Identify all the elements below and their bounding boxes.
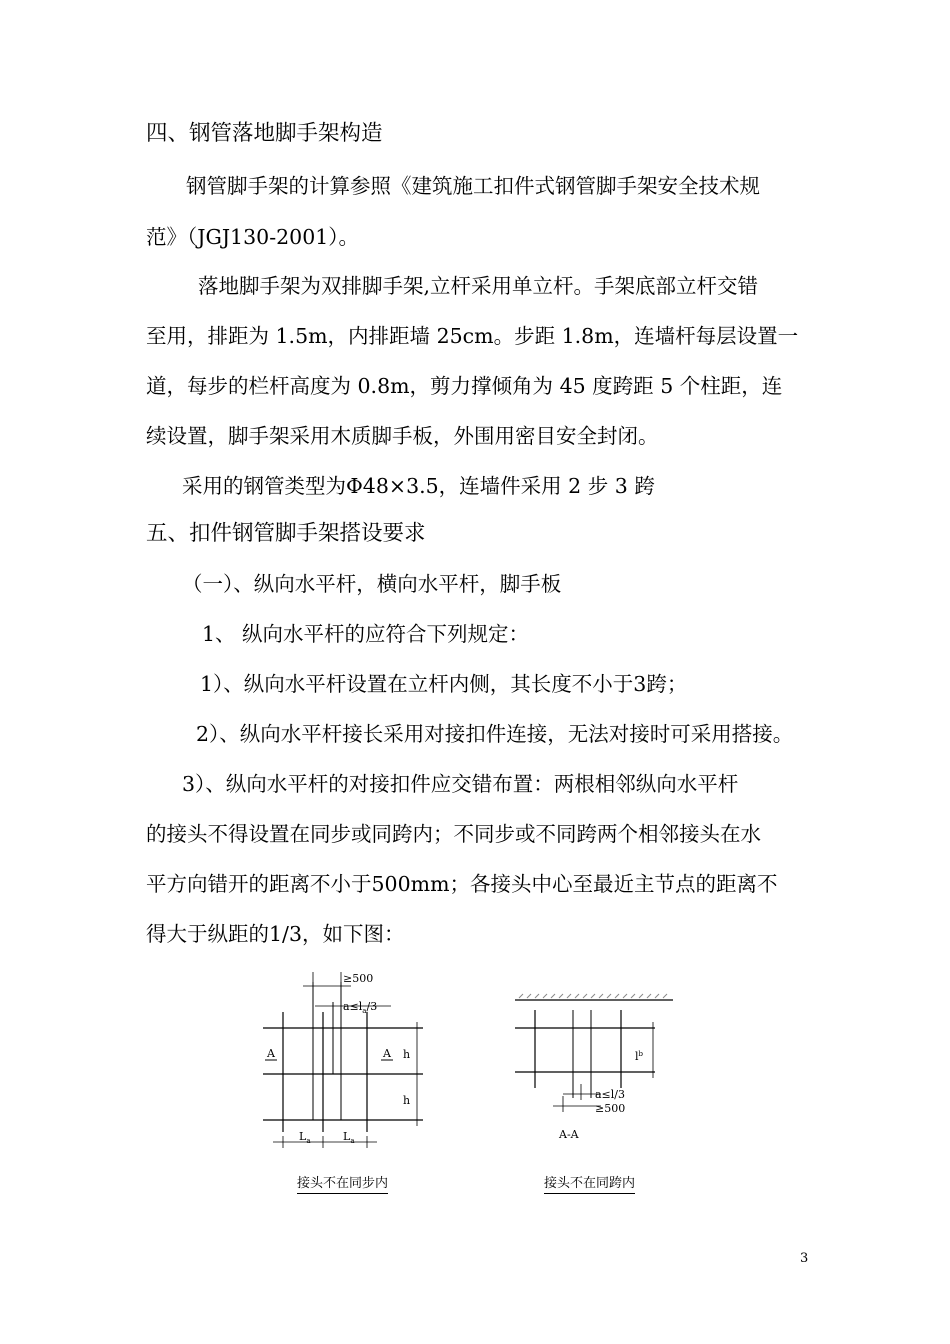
svg-text:La: $L_a$ bbox=[299, 1130, 311, 1145]
rule-line: 得大于纵距的1/3，如下图： bbox=[146, 922, 405, 946]
dim-la-2: L bbox=[343, 1130, 351, 1143]
dim-la-1: L bbox=[299, 1130, 307, 1143]
dim-ge500: ≥500 bbox=[343, 972, 374, 985]
paragraph-line: 至用，排距为 1.5m，内排距墙 25cm。步距 1.8m，连墙杆每层设置一 bbox=[146, 324, 799, 348]
heading-section-5: 五、扣件钢管脚手架搭设要求 bbox=[146, 521, 426, 546]
dim-h-upper: h bbox=[403, 1048, 411, 1061]
sub-heading: （一）、纵向水平杆，横向水平杆，脚手板 bbox=[182, 572, 562, 596]
dim-ge500: ≥500 bbox=[595, 1102, 626, 1115]
paragraph-line: 道，每步的栏杆高度为 0.8m，剪力撑倾角为 45 度跨距 5 个柱距，连 bbox=[146, 374, 783, 398]
rule-line: 2）、纵向水平杆接长采用对接扣件连接，无法对接时可采用搭接。 bbox=[196, 722, 794, 746]
svg-text:La: $L_a$ bbox=[343, 1130, 355, 1145]
figure-caption-1: 接头不在同步内 bbox=[297, 1176, 388, 1194]
svg-text:lb: $l^b$ bbox=[635, 1050, 644, 1063]
rule-line: 3）、纵向水平杆的对接扣件应交错布置：两根相邻纵向水平杆 bbox=[182, 772, 739, 796]
figure-joints-not-same-span bbox=[505, 988, 680, 1148]
section-label-aa: A-A bbox=[559, 1128, 579, 1141]
heading-section-4: 四、钢管落地脚手架构造 bbox=[146, 121, 383, 146]
section-mark-a-left: A bbox=[267, 1047, 275, 1060]
section-mark-a-right: A bbox=[383, 1047, 391, 1060]
paragraph-line: 采用的钢管类型为Φ48×3.5，连墙件采用 2 步 3 跨 bbox=[182, 474, 655, 498]
page-number: 3 bbox=[800, 1251, 809, 1266]
figure-joints-not-same-step bbox=[255, 962, 435, 1162]
dim-h-lower: h bbox=[403, 1094, 411, 1107]
dim-a-le: a≤l bbox=[343, 1000, 363, 1013]
paragraph-line: 落地脚手架为双排脚手架,立杆采用单立杆。手架底部立杆交错 bbox=[198, 274, 759, 298]
paragraph-line: 范》（JGJ130-2001）。 bbox=[146, 225, 360, 249]
rule-line: 平方向错开的距离不小于500mm；各接头中心至最近主节点的距离不 bbox=[146, 872, 778, 896]
paragraph-line: 钢管脚手架的计算参照《建筑施工扣件式钢管脚手架安全技术规 bbox=[186, 174, 760, 198]
paragraph-line: 续设置，脚手架采用木质脚手板，外围用密目安全封闭。 bbox=[146, 424, 659, 448]
dim-lb: l bbox=[635, 1050, 639, 1063]
figure-caption-2: 接头不在同跨内 bbox=[544, 1176, 635, 1194]
svg-text:a≤la/3: $a\le l_a/3$ bbox=[343, 1000, 378, 1015]
list-item: 1、 纵向水平杆的应符合下列规定： bbox=[202, 622, 530, 646]
rule-line: 的接头不得设置在同步或同跨内；不同步或不同跨两个相邻接头在水 bbox=[146, 822, 761, 846]
dim-a-le-third: a≤l/3 bbox=[595, 1088, 625, 1101]
rule-line: 1）、纵向水平杆设置在立杆内侧，其长度不小于3跨； bbox=[200, 672, 688, 696]
